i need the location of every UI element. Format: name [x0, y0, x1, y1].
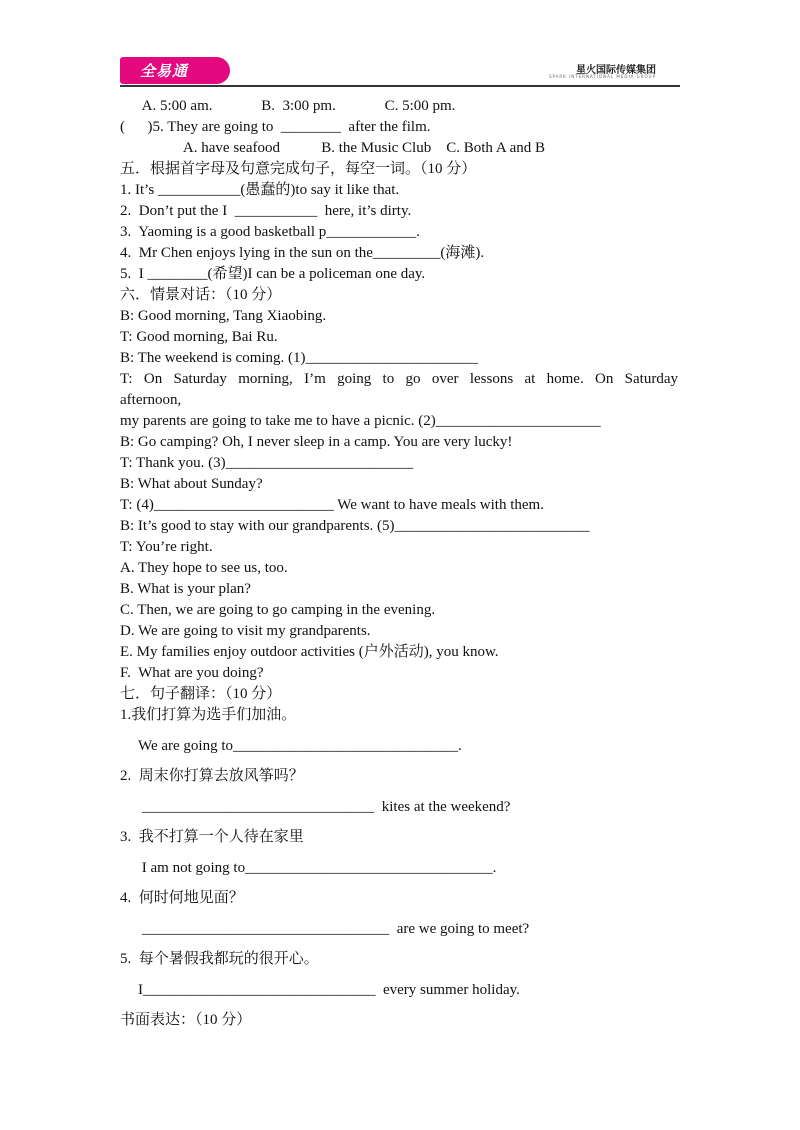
q4-options: A. 5:00 am. B. 3:00 pm. C. 5:00 pm. — [120, 98, 456, 114]
dialogue-line: T: Thank you. (3)_________________________ — [120, 455, 414, 471]
section7-title: 七．句子翻译：（10 分） — [120, 686, 282, 702]
translation-blank: _________________________________ are we going to meet? — [138, 921, 530, 937]
dialogue-line: T: On Saturday morning, I’m going to go over lessons at home. On Saturday — [120, 371, 678, 387]
translation-blank: I am not going to_________________________________. — [138, 860, 497, 876]
publisher-name: 星火国际传媒集团 — [576, 65, 656, 76]
translation-chinese: 4. 何时何地见面？ — [120, 890, 244, 906]
translation-chinese: 1.我们打算为选手们加油。 — [120, 707, 297, 723]
header-divider — [120, 85, 680, 87]
section5-item: 1. It’s ___________(愚蠢的)to say it like that. — [120, 182, 400, 198]
section5-item: 4. Mr Chen enjoys lying in the sun on the_________(海滩). — [120, 245, 485, 261]
translation-blank: _______________________________ kites at the weekend? — [138, 799, 511, 815]
section5-item: 3. Yaoming is a good basketball p____________. — [120, 224, 420, 240]
translation-chinese: 5. 每个暑假我都玩的很开心。 — [120, 951, 319, 967]
section5-item: 5. I ________(希望)I can be a policeman one day. — [120, 266, 426, 282]
dialogue-option: C. Then, we are going to go camping in the evening. — [120, 602, 436, 618]
brand-logo — [120, 57, 230, 84]
dialogue-line: B: What about Sunday? — [120, 476, 263, 492]
q5-stem: ( )5. They are going to ________ after the film. — [120, 119, 431, 135]
dialogue-line: afternoon, — [120, 392, 182, 408]
translation-chinese: 2. 周末你打算去放风筝吗？ — [120, 768, 304, 784]
section5-item: 2. Don’t put the I ___________ here, it’s dirty. — [120, 203, 412, 219]
dialogue-option: D. We are going to visit my grandparents. — [120, 623, 371, 639]
section6-title: 六．情景对话：（10 分） — [120, 287, 282, 303]
dialogue-line: B: It’s good to stay with our grandparents. (5)__________________________ — [120, 518, 590, 534]
translation-chinese: 3. 我不打算一个人待在家里 — [120, 829, 304, 845]
dialogue-line: B: The weekend is coming. (1)_______________________ — [120, 350, 479, 366]
logo-text: 全易通 — [140, 62, 189, 80]
page-header — [120, 57, 680, 87]
dialogue-option: F. What are you doing? — [120, 665, 264, 681]
q5-options: A. have seafood B. the Music Club C. Both A and B — [120, 140, 545, 156]
section8-title: 书面表达：（10 分） — [120, 1012, 252, 1028]
dialogue-line: T: Good morning, Bai Ru. — [120, 329, 278, 345]
section5-title: 五．根据首字母及句意完成句子，每空一词。（10 分） — [120, 161, 477, 177]
translation-blank: We are going to______________________________. — [138, 738, 462, 754]
publisher-subtitle: SPARK INTERNATIONAL MEDIA GROUP — [548, 74, 656, 79]
dialogue-line: T: You’re right. — [120, 539, 213, 555]
dialogue-line: B: Go camping? Oh, I never sleep in a camp. You are very lucky! — [120, 434, 513, 450]
translation-blank: I_______________________________ every summer holiday. — [138, 982, 520, 998]
dialogue-option: B. What is your plan? — [120, 581, 251, 597]
dialogue-option: A. They hope to see us, too. — [120, 560, 288, 576]
worksheet-body — [120, 96, 678, 1031]
dialogue-line: my parents are going to take me to have a picnic. (2)______________________ — [120, 413, 601, 429]
dialogue-line: B: Good morning, Tang Xiaobing. — [120, 308, 327, 324]
dialogue-option: E. My families enjoy outdoor activities (户外活动), you know. — [120, 644, 499, 660]
dialogue-line: T: (4)________________________ We want to have meals with them. — [120, 497, 544, 513]
